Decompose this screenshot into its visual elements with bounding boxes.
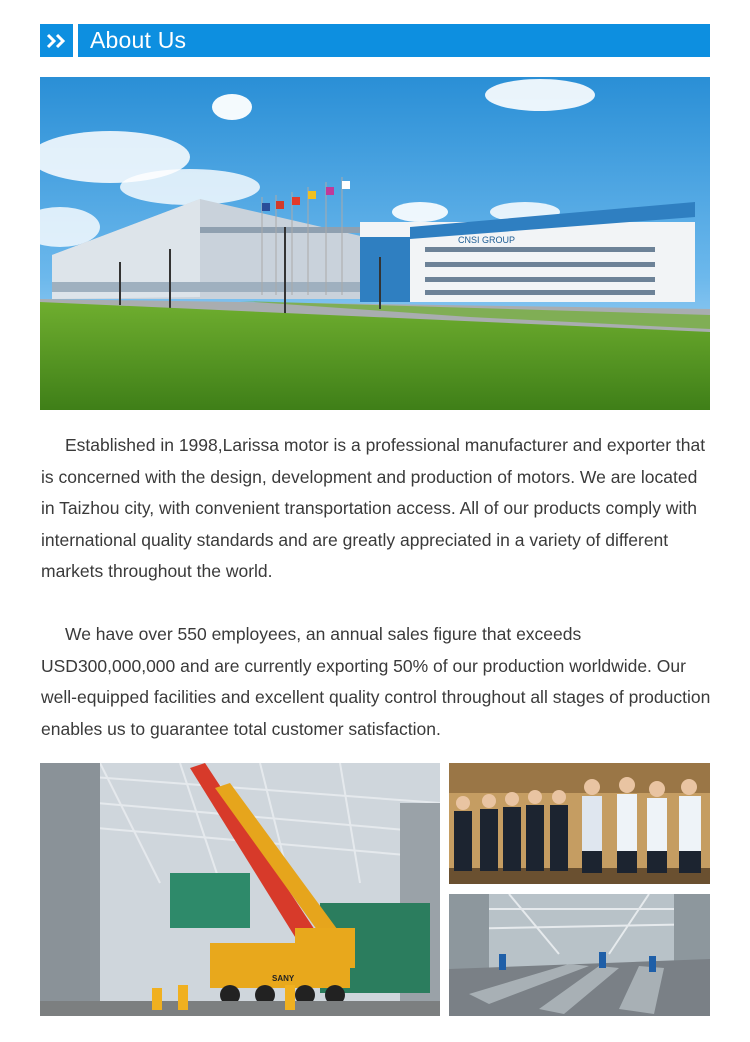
crane-workshop-photo [40,763,440,1016]
about-paragraph-1: Established in 1998,Larissa motor is a professional manufacturer and exporter that is concerned with the design, development and production of motors. We are located in Taizhou city, with convenient transportation access. All of our products comply with international quality standards and are greatly appreciated in a variety of different markets throughout the world. [41,435,706,581]
title-bar [78,24,710,57]
building-sign: CNSI GROUP [458,235,516,245]
about-paragraph-2: We have over 550 employees, an annual sales figure that exceeds USD300,000,000 and are currently exporting 50% of our production worldwide. Our well-equipped facilities and excellent quality control throughout all stages of production enables us to guarantee total customer satisfaction. [41,624,711,739]
section-title: About Us [90,27,187,53]
crane-brand-text: SANY [272,974,295,983]
section-header [40,24,710,57]
factory-photo [40,77,710,410]
workshop-floor-photo [449,894,710,1016]
double-chevron-right-icon [40,24,73,57]
staff-group-photo [449,763,710,884]
